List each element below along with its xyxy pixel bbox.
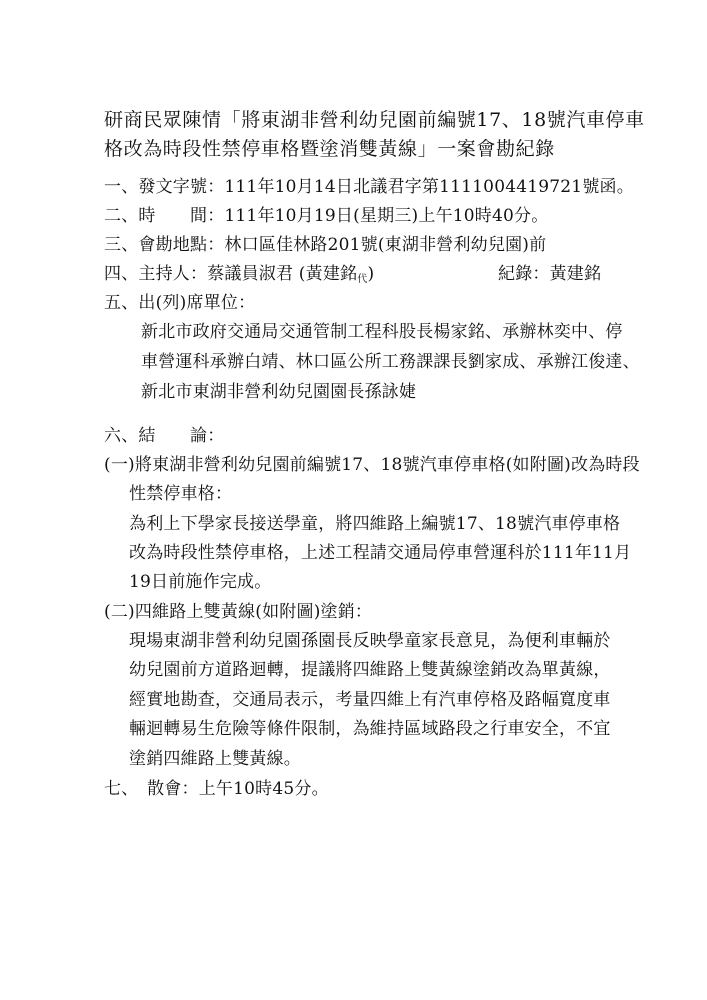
attendees-line-1: 新北市政府交通局交通管制工程科股長楊家銘、承辦林奕中、停 — [141, 322, 623, 342]
recorder: 紀錄：黃建銘 — [498, 264, 602, 284]
conclusion-2-body-line-5: 塗銷四維路上雙黃線。 — [129, 749, 301, 769]
item-adjournment: 七、 散會：上午10時45分。 — [104, 779, 329, 799]
conclusion-1-heading-line-1: (一)將東湖非營利幼兒園前編號17、18號汽車停車格(如附圖)改為時段 — [104, 455, 640, 475]
item-dispatch-number: 一、發文字號：111年10月14日北議君字第1111004419721號函。 — [104, 177, 634, 197]
attendees-line-2: 車營運科承辦白靖、林口區公所工務課課長劉家成、承辦江俊達、 — [141, 352, 640, 372]
conclusion-2-body-line-2: 幼兒園前方道路迴轉，提議將四維路上雙黃線塗銷改為單黃線， — [129, 660, 611, 680]
document-title-line-1: 研商民眾陳情「將東湖非營利幼兒園前編號17、18號汽車停車 — [104, 109, 645, 131]
proxy-mark: 代 — [357, 274, 368, 285]
conclusion-1-heading-line-2: 性禁停車格： — [129, 484, 233, 504]
conclusion-1-body-line-1: 為利上下學家長接送學童，將四維路上編號17、18號汽車停車格 — [129, 514, 621, 534]
host-text: 四、主持人：蔡議員淑君 (黃建銘 — [104, 264, 358, 284]
conclusion-2-body-line-4: 輛迴轉易生危險等條件限制，為維持區域路段之行車安全，不宜 — [129, 719, 611, 739]
conclusion-1-body-line-3: 19日前施作完成。 — [129, 572, 272, 592]
document-title-line-2: 格改為時段性禁停車格暨塗消雙黃線」一案會勘紀錄 — [104, 138, 555, 160]
conclusion-1-body-line-2: 改為時段性禁停車格，上述工程請交通局停車營運科於111年11月 — [129, 543, 632, 563]
item-attendees-heading: 五、出(列)席單位： — [104, 293, 256, 313]
conclusion-2-body-line-1: 現場東湖非營利幼兒園孫園長反映學童家長意見，為便利車輛於 — [129, 631, 611, 651]
conclusion-2-body-line-3: 經實地勘查，交通局表示，考量四維上有汽車停格及路幅寬度車 — [129, 690, 611, 710]
item-time: 二、時 間：111年10月19日(星期三)上午10時40分。 — [104, 206, 549, 226]
item-conclusion-heading: 六、結 論： — [104, 426, 225, 446]
conclusion-2-heading: (二)四維路上雙黃線(如附圖)塗銷： — [104, 602, 373, 622]
attendees-line-3: 新北市東湖非營利幼兒園園長孫詠婕 — [141, 382, 417, 402]
host-close-paren: ) — [367, 264, 375, 284]
item-location: 三、會勘地點：林口區佳林路201號(東湖非營利幼兒園)前 — [104, 235, 547, 255]
item-host — [104, 263, 374, 291]
